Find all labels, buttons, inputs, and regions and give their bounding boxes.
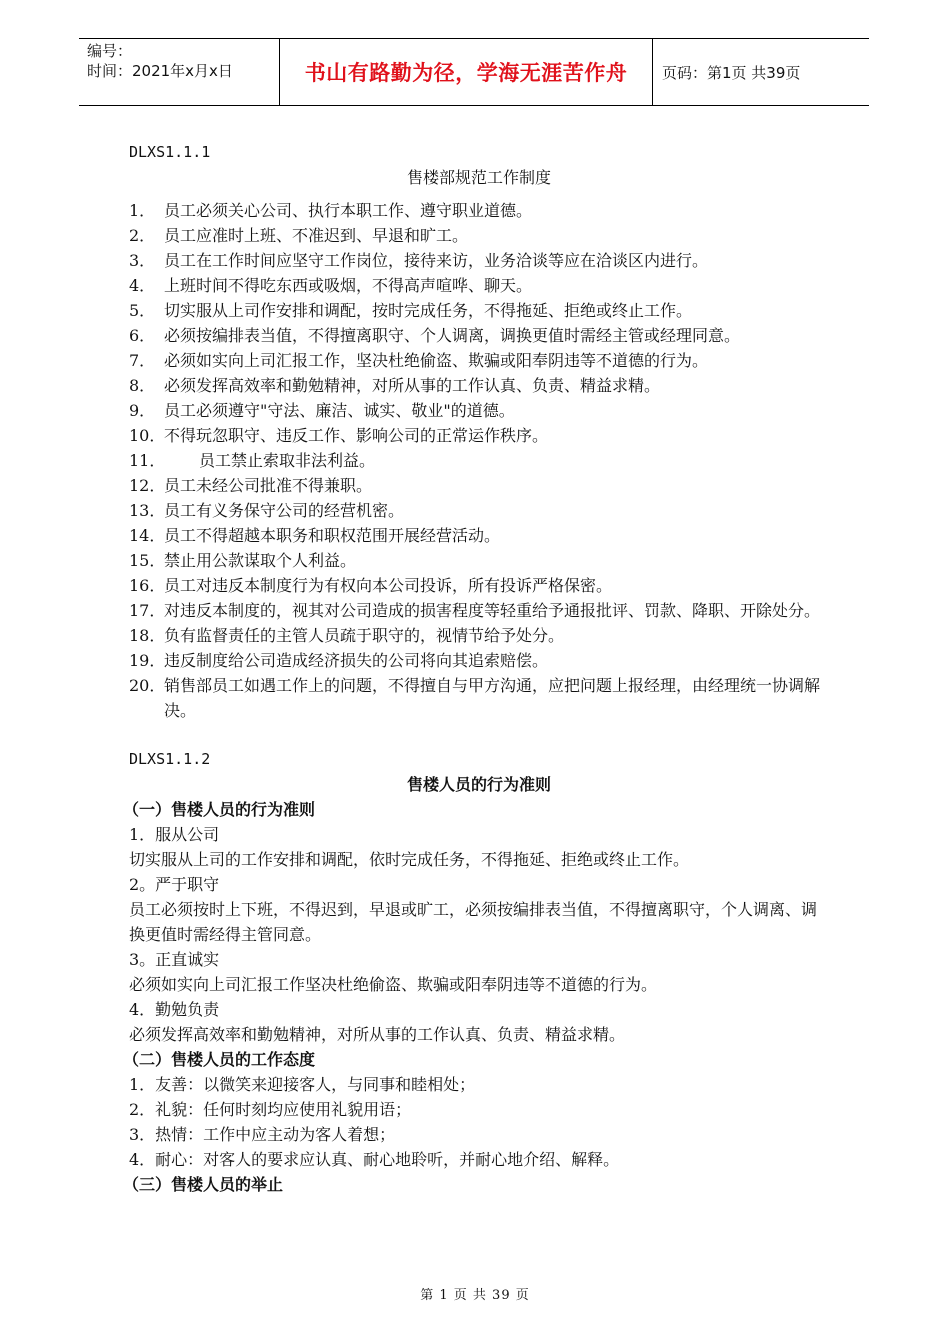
text-line: 1．友善：以微笑来迎接客人，与同事和睦相处； [129,1075,476,1094]
text-line: 必须发挥高效率和勤勉精神，对所从事的工作认真、负责、精益求精。 [129,1025,626,1044]
list-item-number: 20． [129,676,166,695]
header-page-info: 页码：第1页 共39页 [662,63,801,82]
section-code: DLXS1.1.2 [129,750,211,768]
time-label: 时间：2021年x月x日 [87,62,233,80]
list-item-text: 上班时间不得吃东西或吸烟，不得高声喧哗、聊天。 [164,276,533,295]
text-line: 2．礼貌：任何时刻均应使用礼貌用语； [129,1100,412,1119]
subsection-lines [129,822,829,1047]
list-item-number: 8． [129,376,156,395]
text-line: 4．耐心：对客人的要求应认真、耐心地聆听，并耐心地介绍、解释。 [129,1150,620,1169]
list-item-number: 14． [129,526,166,545]
list-item-text: 销售部员工如遇工作上的问题，不得擅自与甲方沟通，应把问题上报经理，由经理统一协调解决。 [164,676,821,720]
list-item [129,248,829,273]
subsection-heading: （三）售楼人员的举止 [123,1175,284,1194]
list-item-number: 3． [129,251,156,270]
rules-list [129,198,829,723]
list-item [129,323,829,348]
list-item [129,673,829,723]
list-item-text: 员工在工作时间应坚守工作岗位，接待来访，业务洽谈等应在洽谈区内进行。 [164,251,709,270]
list-item [129,623,829,648]
header-meta [79,39,280,105]
list-item-number: 17． [129,601,166,620]
list-item-number: 5． [129,301,156,320]
list-item [129,523,829,548]
text-line: 2。严于职守 [129,875,220,894]
list-item [129,648,829,673]
subsection-heading: （一）售楼人员的行为准则 [123,800,316,819]
list-item [129,423,829,448]
text-line: 3。正直诚实 [129,950,220,969]
list-item-text: 员工不得超越本职务和职权范围开展经营活动。 [164,526,501,545]
list-item-number: 11． [129,451,166,470]
list-item-text: 必须按编排表当值，不得擅离职守、个人调离，调换更值时需经主管或经理同意。 [164,326,741,345]
text-line: 切实服从上司的工作安排和调配，依时完成任务，不得拖延、拒绝或终止工作。 [129,850,690,869]
list-item [129,573,829,598]
list-item [129,273,829,298]
list-item [129,298,829,323]
list-item-number: 19． [129,651,166,670]
number-label: 编号： [87,42,133,60]
page-header [79,38,869,106]
list-item-number: 2． [129,226,156,245]
list-item-number: 7． [129,351,156,370]
subsection-lines [129,1072,829,1172]
list-item-text: 员工未经公司批准不得兼职。 [164,476,373,495]
section-code: DLXS1.1.1 [129,143,211,161]
list-item-text: 负有监督责任的主管人员疏于职守的，视情节给予处分。 [164,626,565,645]
document-body [123,140,829,1197]
section-title: 售楼人员的行为准则 [406,775,551,794]
section-title: 售楼部规范工作制度 [406,168,551,187]
list-item-text: 员工有义务保守公司的经营机密。 [164,501,405,520]
list-item-text: 员工必须关心公司、执行本职工作、遵守职业道德。 [164,201,533,220]
list-item-number: 13． [129,501,166,520]
list-item-text: 员工应准时上班、不准迟到、早退和旷工。 [164,226,469,245]
list-item-text: 切实服从上司作安排和调配，按时完成任务，不得拖延、拒绝或终止工作。 [164,301,693,320]
list-item-number: 16． [129,576,166,595]
list-item-number: 10． [129,426,166,445]
list-item-text: 员工必须遵守"守法、廉洁、诚实、敬业"的道德。 [164,401,515,420]
text-line: 3．热情：工作中应主动为客人着想； [129,1125,396,1144]
list-item-number: 6． [129,326,156,345]
list-item-text: 必须发挥高效率和勤勉精神，对所从事的工作认真、负责、精益求精。 [164,376,661,395]
list-item-text: 员工对违反本制度行为有权向本公司投诉，所有投诉严格保密。 [164,576,613,595]
header-motto: 书山有路勤为径，学海无涯苦作舟 [280,39,653,105]
list-item-number: 1． [129,201,156,220]
list-item [129,548,829,573]
list-item-number: 9． [129,401,156,420]
list-item [129,448,829,473]
list-item [129,598,829,623]
list-item [129,348,829,373]
text-line: 必须如实向上司汇报工作坚决杜绝偷盗、欺骗或阳奉阴违等不道德的行为。 [129,975,658,994]
text-line: 员工必须按时上下班，不得迟到，早退或旷工，必须按编排表当值，不得擅离职守，个人调离、调换更值时需经得主管同意。 [129,900,818,944]
list-item-text: 不得玩忽职守、违反工作、影响公司的正常运作秩序。 [164,426,549,445]
list-item-text: 违反制度给公司造成经济损失的公司将向其追索赔偿。 [164,651,549,670]
list-item-text: 禁止用公款谋取个人利益。 [164,551,357,570]
list-item [129,223,829,248]
list-item [129,498,829,523]
text-line: 4．勤勉负责 [129,1000,220,1019]
list-item [129,398,829,423]
list-item [129,373,829,398]
list-item [129,473,829,498]
list-item-text: 员工禁止索取非法利益。 [199,451,376,470]
page-footer: 第 1 页 共 39 页 [420,1288,530,1303]
list-item-number: 12． [129,476,166,495]
list-item-number: 18． [129,626,166,645]
list-item-text: 对违反本制度的，视其对公司造成的损害程度等轻重给予通报批评、罚款、降职、开除处分。 [164,601,821,620]
subsection-heading: （二）售楼人员的工作态度 [123,1050,316,1069]
text-line: 1．服从公司 [129,825,220,844]
list-item-number: 4． [129,276,156,295]
list-item-text: 必须如实向上司汇报工作，坚决杜绝偷盗、欺骗或阳奉阴违等不道德的行为。 [164,351,709,370]
list-item [129,198,829,223]
list-item-number: 15． [129,551,166,570]
